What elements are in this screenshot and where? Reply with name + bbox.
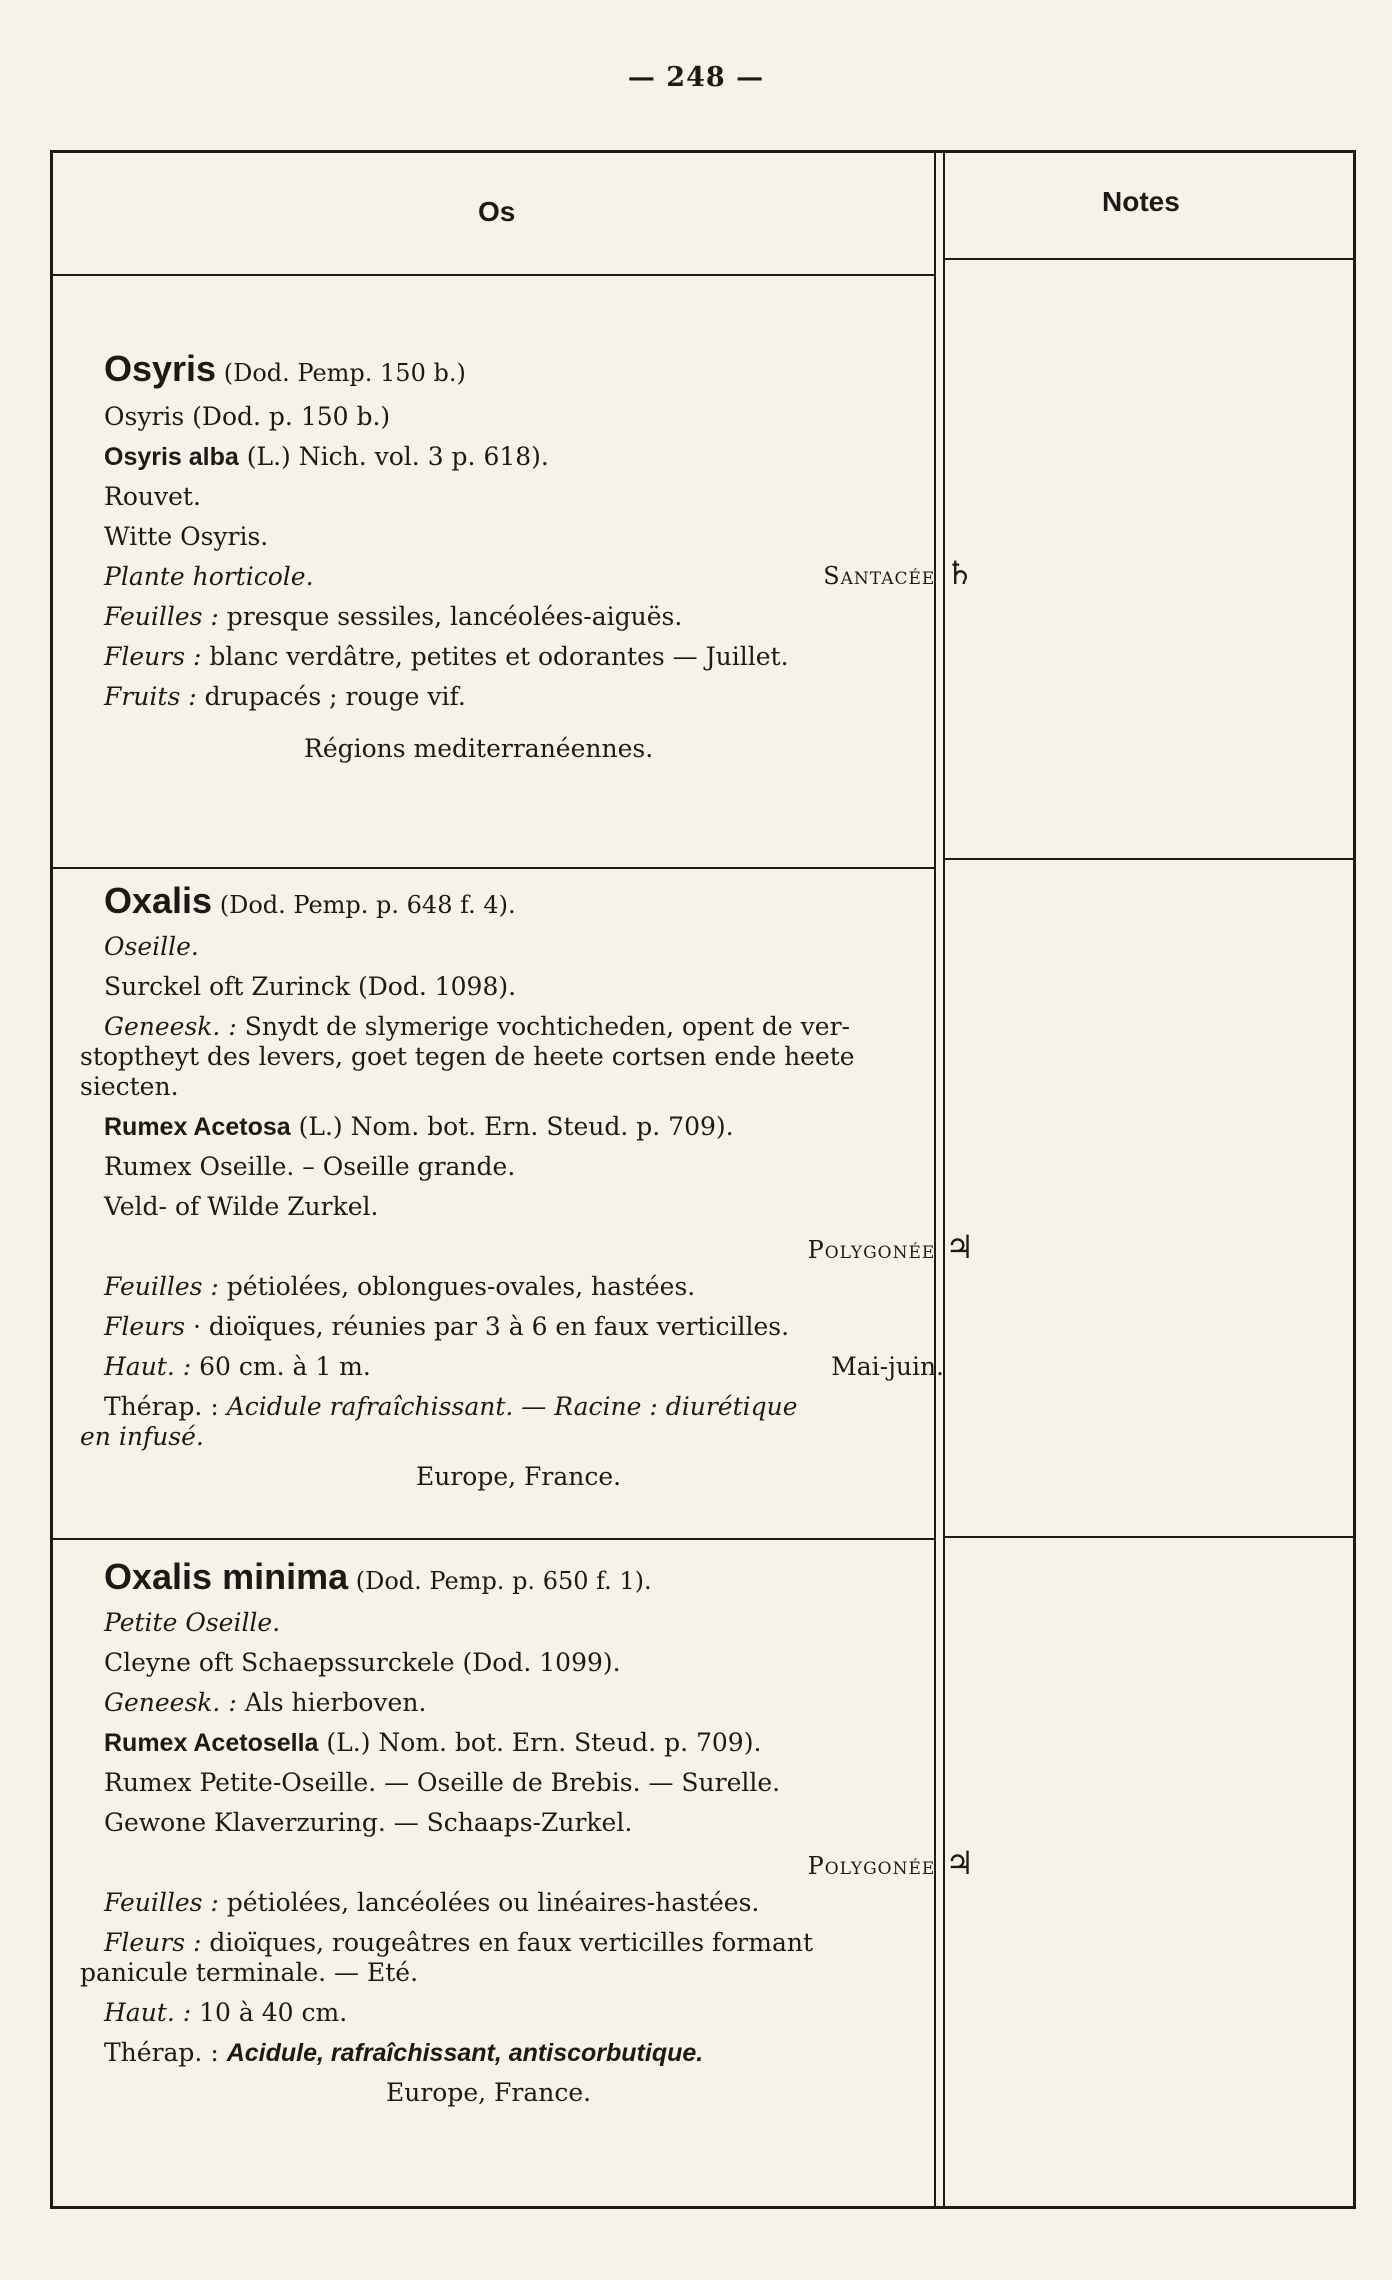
field-value: Acidule rafraîchissant. — Racine : diurétique [226,1392,798,1421]
scientific-name: Rumex Acetosella [104,1729,319,1757]
scientific-reference: (L.) Nich. vol. 3 p. 618). [238,442,549,471]
perennial-symbol: ♃ [945,1844,974,1882]
entry-text: Veld- of Wilde Zurkel. [104,1192,379,1221]
entry-title: Osyris [104,348,217,389]
field-value: 60 cm. à 1 m. [191,1352,371,1381]
header-rule [943,258,1353,260]
column-header-notes: Notes [1102,186,1180,217]
family-name: Polygonée [807,1236,936,1264]
scientific-reference: (L.) Nom. bot. Ern. Steud. p. 709). [318,1728,762,1757]
scientific-name: Osyris alba [104,443,239,471]
field-label: Thérap. : [104,1392,227,1421]
row-rule [50,1538,936,1540]
perennial-symbol: ♃ [945,1228,974,1266]
field-value: pétiolées, lancéolées ou linéaires-hastées. [218,1888,760,1917]
field-value: Snydt de slymerige vochticheden, opent de ver- [236,1012,850,1041]
region: Europe, France. [386,2078,592,2107]
field-label: Feuilles : [104,1888,219,1917]
field-value: Acidule, rafraîchissant, antiscorbutique. [226,2039,704,2067]
common-name: Oseille. [104,932,199,961]
entry-oxalis [80,880,974,1526]
field-value: dioïques, rougeâtres en faux verticilles formant [201,1928,814,1957]
row-rule [943,1536,1353,1538]
usage-label: Plante horticole. [104,562,314,591]
field-label: Fleurs [104,1312,186,1341]
entry-title: Oxalis [104,880,213,921]
field-label: Fleurs : [104,1928,202,1957]
field-value: stoptheyt des levers, goet tegen de heete cortsen ende heete [80,1042,855,1071]
entry-text: Witte Osyris. [104,522,269,551]
field-label: Fruits : [104,682,197,711]
perennial-symbol: ♄ [945,554,974,592]
row-rule [943,858,1353,860]
common-name: Petite Oseille. [104,1608,281,1637]
field-value: Als hierboven. [236,1688,427,1717]
scientific-reference: (L.) Nom. bot. Ern. Steud. p. 709). [290,1112,734,1141]
region: Régions mediterranéennes. [304,734,654,763]
entry-reference: (Dod. Pemp. 150 b.) [216,359,466,387]
field-label: Geneesk. : [104,1688,237,1717]
field-value: presque sessiles, lancéolées-aiguës. [218,602,683,631]
entry-text: Osyris (Dod. p. 150 b.) [104,402,391,431]
table-right-rule [1353,150,1356,2209]
field-label: Fleurs : [104,642,202,671]
row-rule [50,867,936,869]
region: Europe, France. [416,1462,622,1491]
family-name: Santacée [823,562,936,590]
field-value: pétiolées, oblongues-ovales, hastées. [218,1272,696,1301]
page-number: — 248 — [627,62,765,93]
field-label: Feuilles : [104,1272,219,1301]
entry-reference: (Dod. Pemp. p. 648 f. 4). [212,891,516,919]
flowering-season: Mai-juin. [831,1352,944,1381]
field-value: panicule terminale. — Eté. [80,1958,419,1987]
field-label: Thérap. : [104,2038,227,2067]
entry-text: Surckel oft Zurinck (Dod. 1098). [104,972,517,1001]
table-top-rule [50,150,1356,153]
field-value: en infusé. [80,1422,204,1451]
field-value: siecten. [80,1072,179,1101]
scientific-name: Rumex Acetosa [104,1113,291,1141]
column-header-os: Os [478,196,516,227]
entry-reference: (Dod. Pemp. p. 650 f. 1). [348,1567,652,1595]
field-label: Haut. : [104,1352,192,1381]
field-label: Haut. : [104,1998,192,2027]
entry-oxalis-minima [80,1556,974,2202]
entry-text: Gewone Klaverzuring. — Schaaps-Zurkel. [104,1808,633,1837]
entry-text: Rumex Oseille. – Oseille grande. [104,1152,516,1181]
field-value: blanc verdâtre, petites et odorantes — Juillet. [201,642,789,671]
entry-osyris [104,348,974,824]
field-label: Feuilles : [104,602,219,631]
header-rule [50,274,936,276]
table-left-rule [50,150,53,2209]
field-label: Geneesk. : [104,1012,237,1041]
family-name: Polygonée [807,1852,936,1880]
field-value: drupacés ; rouge vif. [196,682,466,711]
table-bottom-rule [50,2206,1356,2209]
field-value: · dioïques, réunies par 3 à 6 en faux verticilles. [185,1312,790,1341]
entry-text: Cleyne oft Schaepssurckele (Dod. 1099). [104,1648,621,1677]
entry-text: Rumex Petite-Oseille. — Oseille de Brebis. — Surelle. [104,1768,781,1797]
field-value: 10 à 40 cm. [191,1998,348,2027]
entry-title: Oxalis minima [104,1556,349,1597]
entries-table [50,150,1356,2210]
entry-text: Rouvet. [104,482,201,511]
